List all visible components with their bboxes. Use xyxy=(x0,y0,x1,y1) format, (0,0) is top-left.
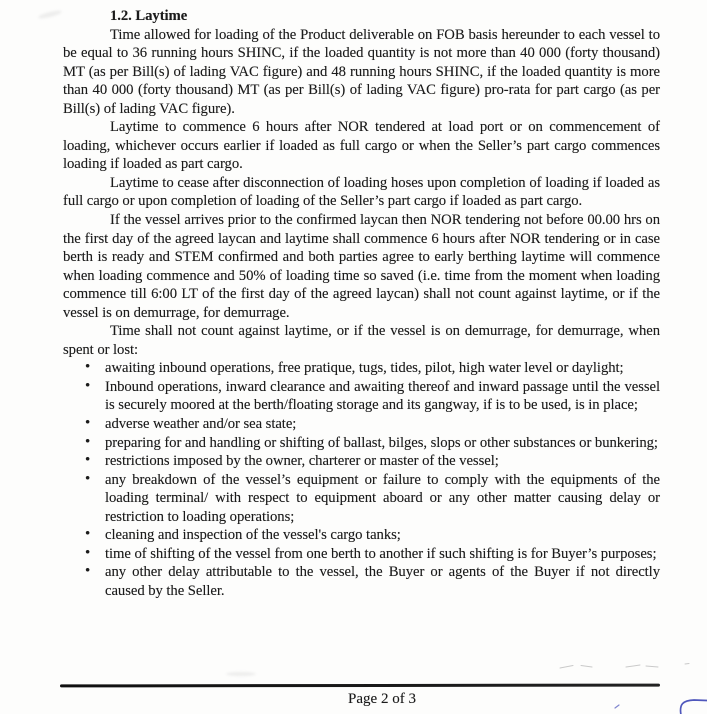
paragraph-laytime-cease: Laytime to cease after disconnection of loading hoses upon completion of loading if loaded as full cargo or upon completion of loading of the Seller’s part cargo if loaded as part cargo. xyxy=(63,174,660,210)
list-item: • Inbound operations, inward clearance and awaiting thereof and inward passage until the vessel is securely moored at the berth/floating storage and its gangway, if is to be used, is in place; xyxy=(105,378,660,415)
paragraph-early-arrival: If the vessel arrives prior to the confirmed laycan then NOR tendering not before 00.00 hrs on the first day of the agreed laycan and laytime shall commence 6 hours after NOR tendering or in case berth is ready and STEM confirmed and both parties agree to early berthing laytime will commence when loading commence and 50% of loading time so saved (i.e. time from the moment when loading commence till 6:00 LT of the first day of the agreed laycan) shall not count against laytime, or if the vessel is on demurrage, for demurrage. xyxy=(63,212,660,321)
contract-text-body xyxy=(63,7,660,601)
list-item: • restrictions imposed by the owner, charterer or master of the vessel; xyxy=(105,452,660,471)
list-item: • time of shifting of the vessel from one berth to another if such shifting is for Buyer’s purposes; xyxy=(105,545,660,564)
pen-mark-icon xyxy=(605,694,707,714)
paragraph-exclusions-intro: Time shall not count against laytime, or if the vessel is on demurrage, for demurrage, when spent or lost: xyxy=(63,323,660,358)
list-item: • any other delay attributable to the vessel, the Buyer or agents of the Buyer if not directly caused by the Seller. xyxy=(105,563,660,600)
pencil-marks xyxy=(548,659,707,675)
list-item: • awaiting inbound operations, free pratique, tugs, tides, pilot, high water level or daylight; xyxy=(105,359,660,378)
section-heading: 1.2. Laytime xyxy=(110,8,188,24)
scan-smudge xyxy=(38,9,62,20)
paragraph-laytime-commence: Laytime to commence 6 hours after NOR tendered at load port or on commencement of loading, whichever occurs earlier if loaded as full cargo or when the Seller’s part cargo commences loading if loaded as part cargo. xyxy=(63,119,660,173)
footer-divider xyxy=(60,684,660,688)
scan-smudge xyxy=(226,672,256,676)
pen-strokes xyxy=(615,700,707,714)
pencil-strokes xyxy=(560,664,689,669)
list-item: • any breakdown of the vessel’s equipment or failure to comply with the equipments of the loading terminal/ with respect to equipment aboard or any other matter causing delay or restriction to loading operations; xyxy=(105,471,660,527)
list-item: • preparing for and handling or shifting of ballast, bilges, slops or other substances or bunkering; xyxy=(105,434,660,453)
list-item: • adverse weather and/or sea state; xyxy=(105,415,660,434)
page-number: Page 2 of 3 xyxy=(348,691,416,707)
exclusions-bullet-list xyxy=(63,359,660,600)
list-item: • cleaning and inspection of the vessel's cargo tanks; xyxy=(105,526,660,545)
paragraph-laytime-allowance: Time allowed for loading of the Product deliverable on FOB basis hereunder to each vessel to be equal to 36 running hours SHINC, if the loaded quantity is not more than 40 000 (forty thousand) MT (as per Bill(s) of lading VAC figure) and 48 running hours SHINC, if the loaded quantity is more than 40 000 (forty thousand) MT (as per Bill(s) of lading VAC figure) pro-rata for part cargo (as per Bill(s) of lading VAC figure). xyxy=(63,26,660,117)
